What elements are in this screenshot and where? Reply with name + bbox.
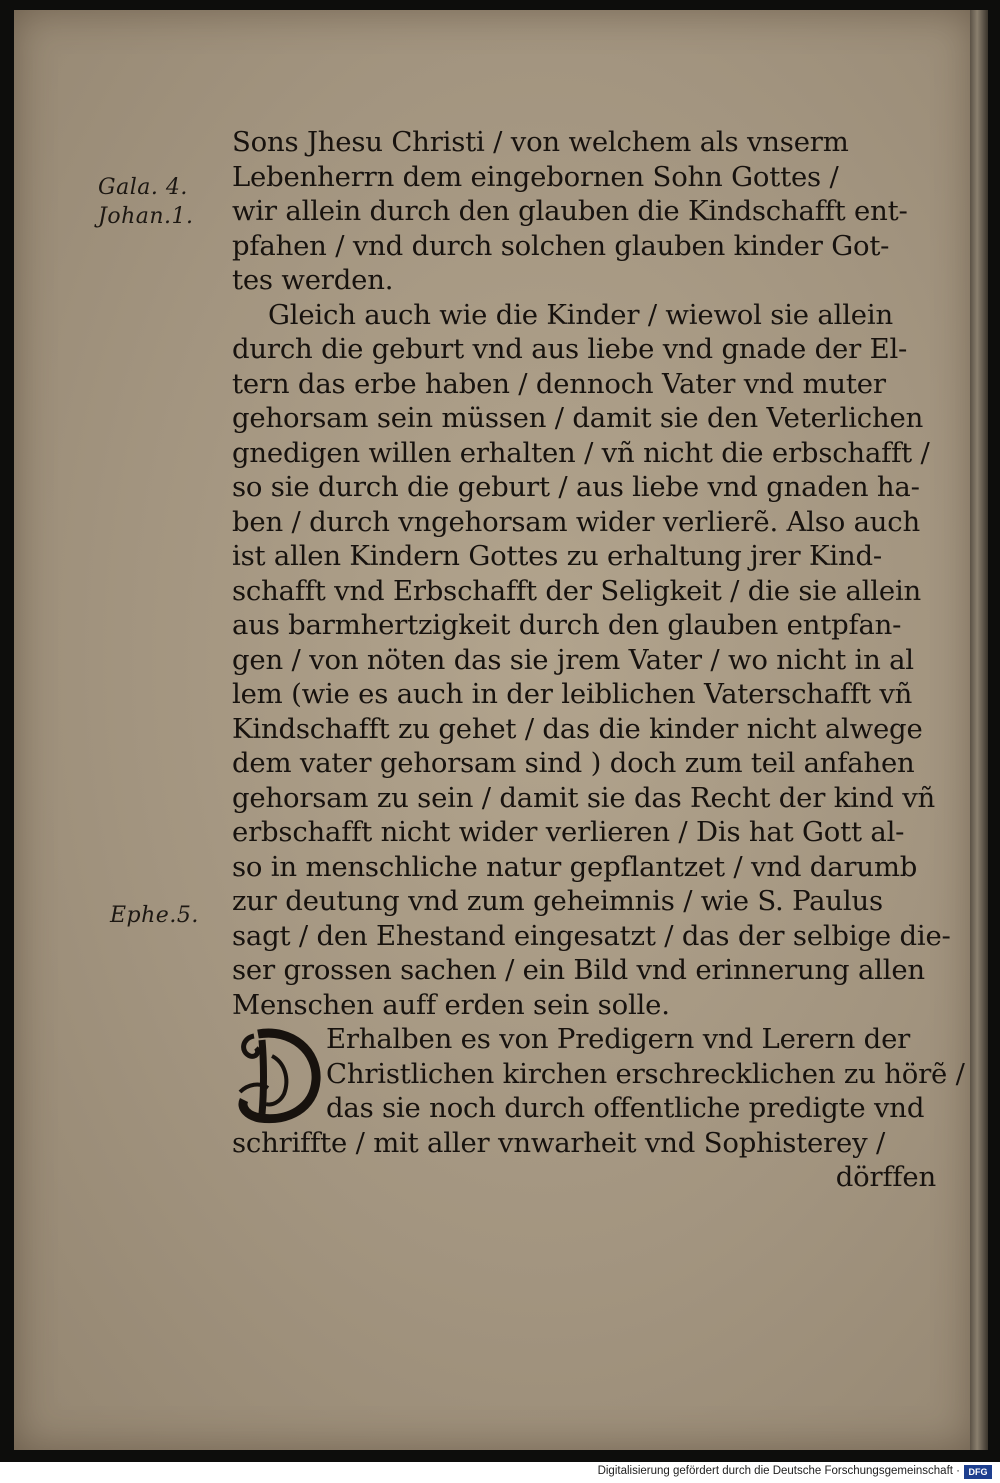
paragraph-3 [232, 1022, 965, 1195]
dfg-logo: DFG [964, 1465, 992, 1479]
text-line: dem vater gehorsam sind ) doch zum teil anfahen [232, 747, 915, 779]
text-line: ben / durch vngehorsam wider verlierẽ. Also auch [232, 505, 921, 538]
text-line: wir allein durch den glauben die Kindschafft ent- [232, 195, 908, 227]
text-line: so in menschliche natur gepflantzet / vnd darumb [232, 850, 918, 883]
text-line: das sie noch durch offentliche predigte vnd [326, 1092, 925, 1124]
text-line: Menschen auff erden sein solle. [232, 988, 670, 1021]
text-line: ser grossen sachen / ein Bild vnd erinnerung allen [232, 954, 925, 986]
text-line: erbschafft nicht wider verlieren / Dis hat Gott al- [232, 816, 905, 848]
text-line: Lebenherrn dem eingebornen Sohn Gottes / [232, 160, 839, 193]
text-line: gehorsam sein müssen / damit sie den Veterlichen [232, 402, 924, 434]
text-line: gehorsam zu sein / damit sie das Recht der kind vñ [232, 781, 936, 814]
text-line: lem (wie es auch in der leiblichen Vaterschafft vñ [232, 678, 913, 710]
text-line: gnedigen willen erhalten / vñ nicht die erbschafft / [232, 436, 930, 469]
text-line: durch die geburt vnd aus liebe vnd gnade der El- [232, 333, 908, 365]
text-line: Kindschafft zu gehet / das die kinder nicht alwege [232, 712, 923, 745]
marginal-note-gala: Gala. 4. [98, 175, 188, 200]
text-line: Sons Jhesu Christi / von welchem als vnserm [232, 126, 849, 158]
text-line: Christlichen kirchen erschrecklichen zu hörẽ / [326, 1057, 965, 1090]
text-line: sagt / den Ehestand eingesatzt / das der selbige die- [232, 919, 951, 952]
marginal-note-johan: Johan.1. [98, 204, 194, 229]
page-edge [970, 10, 988, 1450]
text-line: ist allen Kindern Gottes zu erhaltung jrer Kind- [232, 540, 882, 572]
funding-credit: Digitalisierung gefördert durch die Deutsche Forschungsgemeinschaft · [597, 1465, 960, 1477]
text-line: schriffte / mit aller vnwarheit vnd Sophisterey / [232, 1126, 886, 1159]
paragraph-2 [232, 298, 951, 1023]
text-line: aus barmhertzigkeit durch den glauben entpfan- [232, 609, 902, 641]
main-text-block [232, 125, 965, 1195]
marginal-note-ephe: Ephe.5. [110, 903, 199, 928]
catchword: dörffen [835, 1161, 936, 1193]
text-line: Gleich auch wie die Kinder / wiewol sie allein [268, 298, 893, 331]
text-line: tes werden. [232, 264, 394, 296]
text-line: tern das erbe haben / dennoch Vater vnd muter [232, 367, 886, 400]
text-line: zur deutung vnd zum geheimnis / wie S. Paulus [232, 885, 883, 917]
text-line: schafft vnd Erbschafft der Seligkeit / die sie allein [232, 574, 922, 607]
footer-bar [0, 1462, 1000, 1483]
decorated-initial-d-icon [232, 1022, 324, 1126]
paragraph-1 [232, 125, 944, 298]
text-line: gen / von nöten das sie jrem Vater / wo nicht in al [232, 643, 914, 676]
text-line: so sie durch die geburt / aus liebe vnd gnaden ha- [232, 471, 920, 503]
text-line: Erhalben es von Predigern vnd Lerern der [326, 1023, 911, 1055]
text-line: pfahen / vnd durch solchen glauben kinder Got- [232, 229, 890, 262]
